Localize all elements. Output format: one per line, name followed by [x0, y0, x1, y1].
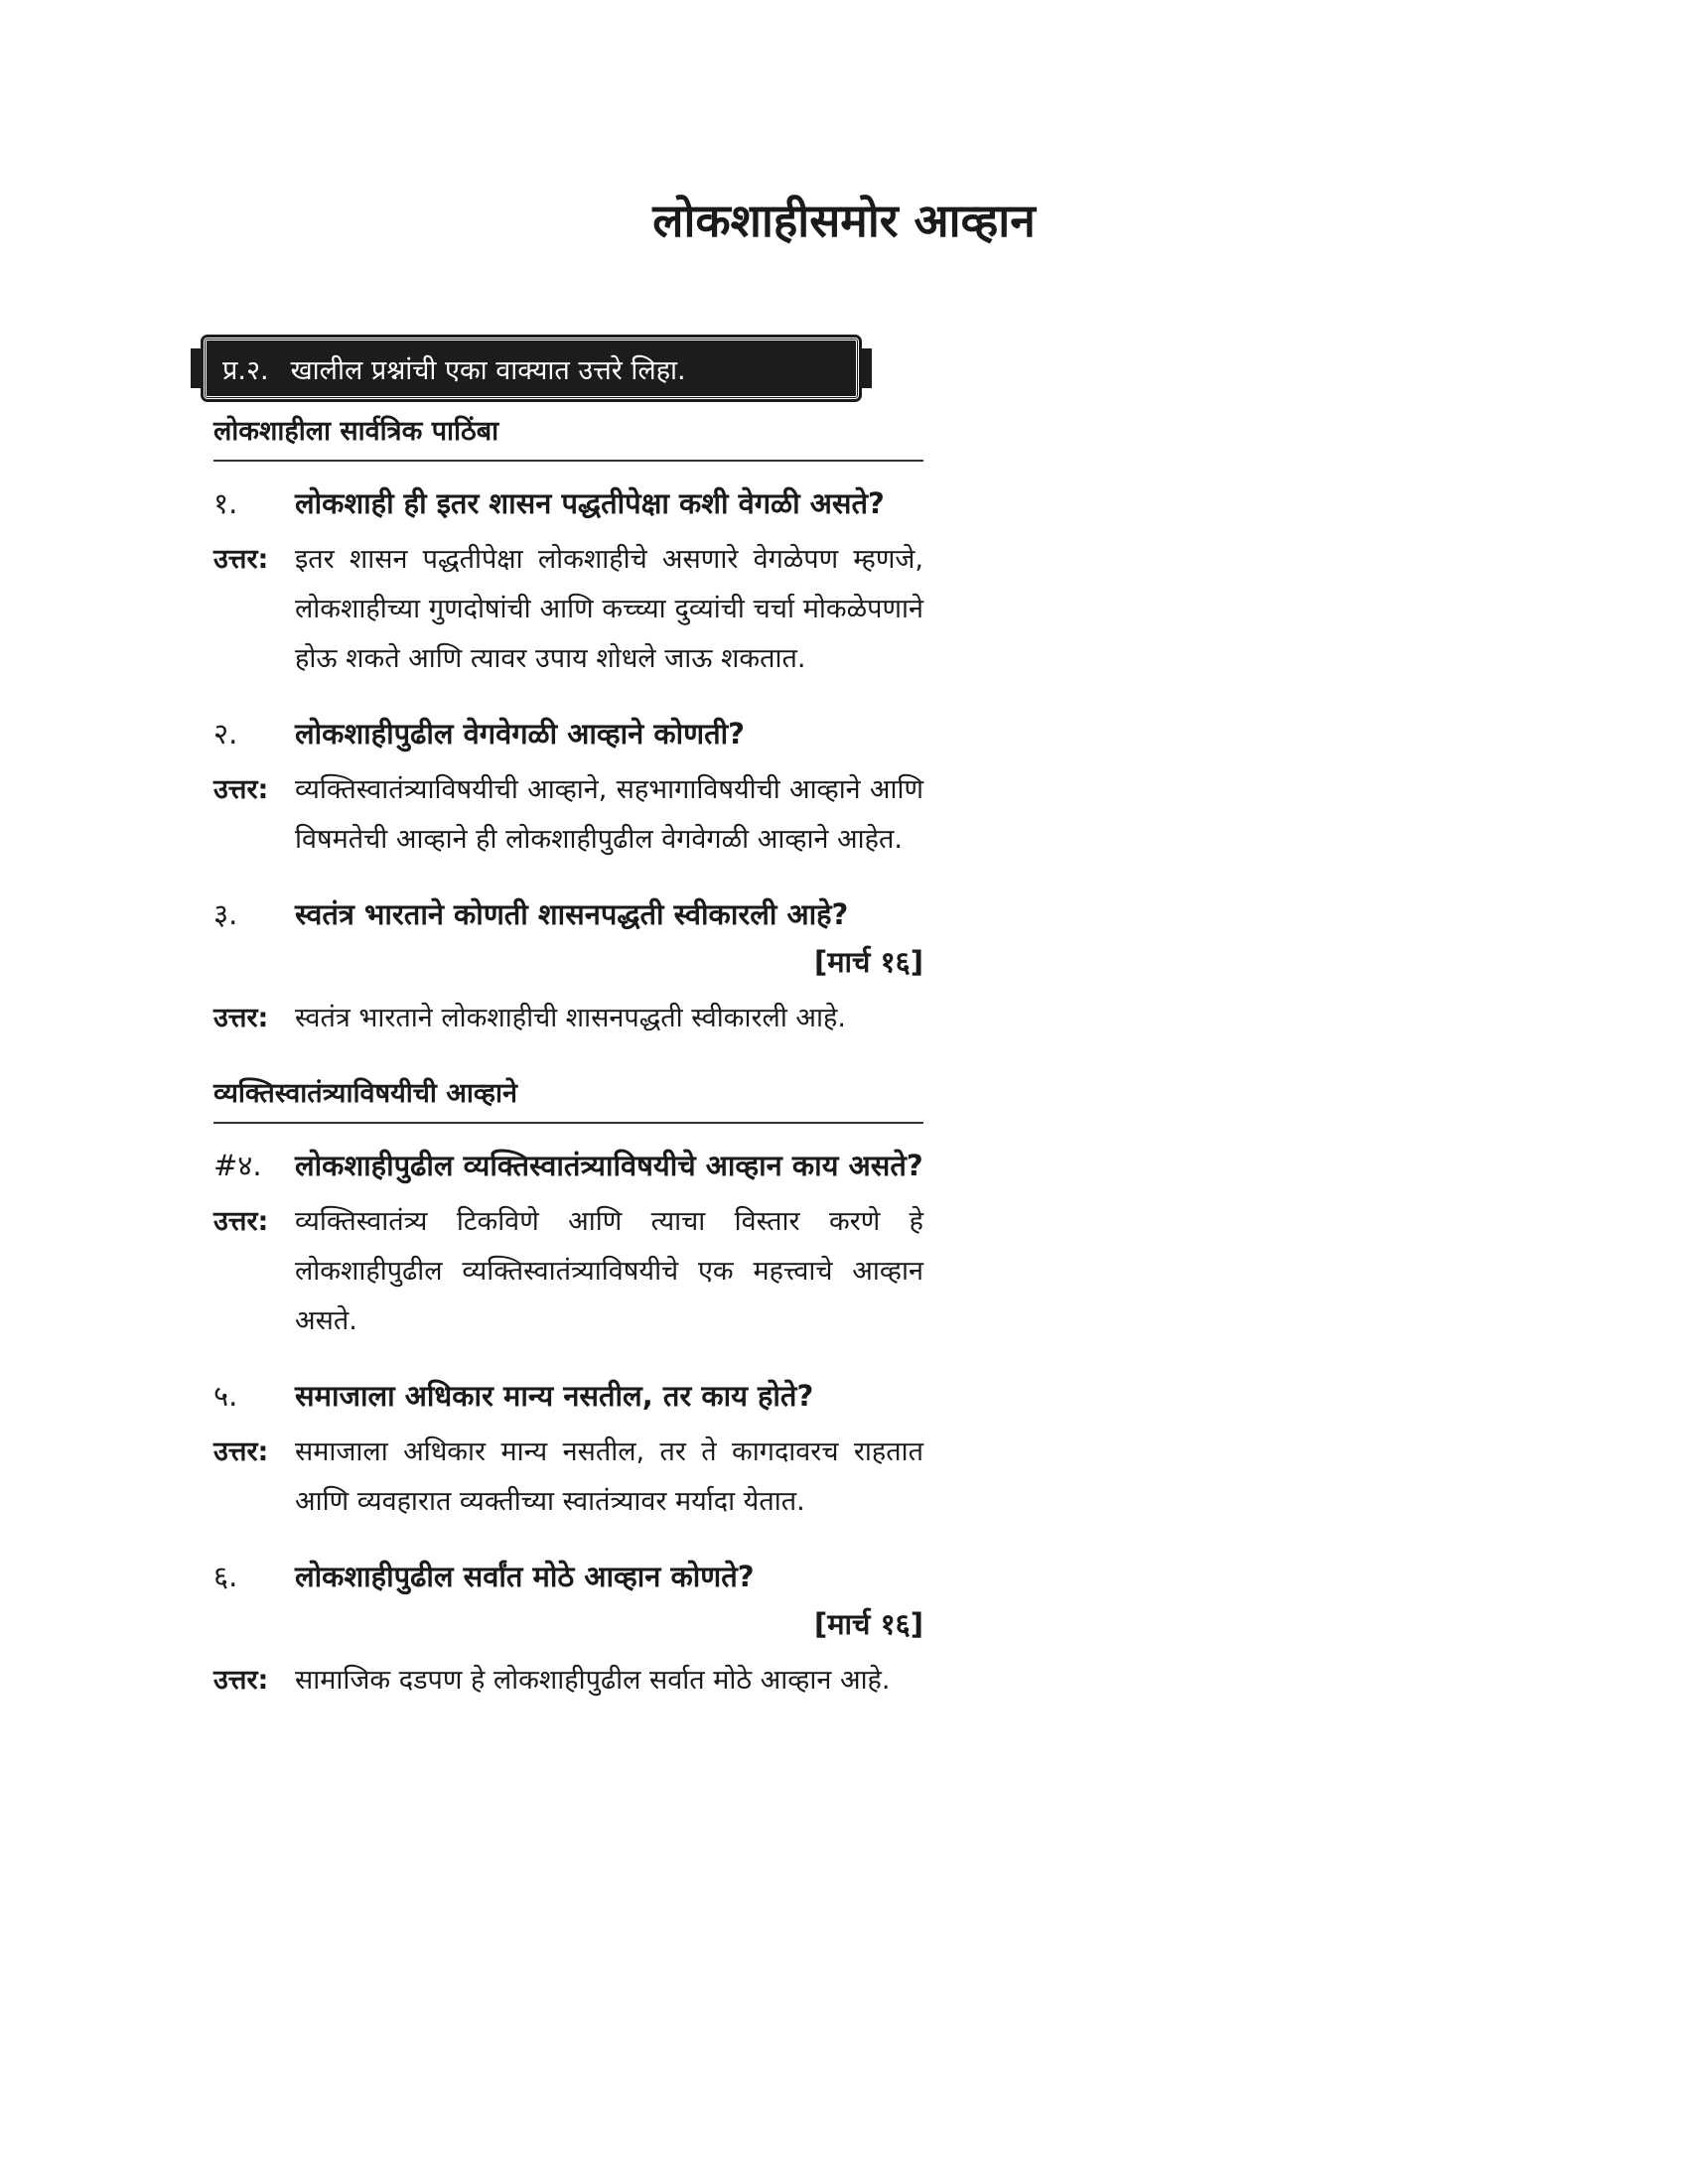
page-title: लोकशाहीसमोर आव्हान: [652, 194, 1036, 247]
question-number: ६.: [213, 1560, 238, 1593]
answer-label: उत्तर:: [213, 1665, 269, 1696]
qa-item: [213, 1142, 923, 1346]
answer: [213, 1428, 923, 1527]
instruction-banner: [204, 338, 859, 399]
question-text: लोकशाहीपुढील व्यक्तिस्वातंत्र्याविषयीचे आव्हान काय असते?: [295, 1149, 923, 1182]
section-heading: लोकशाहीला सार्वत्रिक पाठिंबा: [213, 407, 923, 462]
qa-item: [213, 710, 923, 865]
question-number: १.: [213, 486, 238, 520]
answer: [213, 1197, 923, 1346]
question-number: ५.: [213, 1379, 238, 1413]
answer: [213, 765, 923, 865]
answer: [213, 994, 923, 1043]
question-body: लोकशाहीपुढील सर्वांत मोठे आव्हान कोणते?: [295, 1560, 755, 1593]
exam-reference: [मार्च १६]: [813, 945, 923, 979]
qa-content: [213, 407, 923, 1731]
instruction-number: प्र.२.: [222, 354, 269, 386]
question: [213, 1142, 923, 1189]
section-heading: व्यक्तिस्वातंत्र्याविषयीची आव्हाने: [213, 1069, 923, 1124]
qa-item: [213, 1372, 923, 1527]
qa-item: [213, 890, 923, 1043]
answer-label: उत्तर:: [213, 1436, 269, 1467]
question-body: स्वतंत्र भारताने कोणती शासनपद्धती स्वीकारली आहे?: [295, 897, 849, 931]
answer-label: उत्तर:: [213, 1206, 269, 1237]
qa-item: [213, 479, 923, 684]
answer-label: उत्तर:: [213, 774, 269, 805]
question: [213, 710, 923, 757]
question: [213, 890, 923, 986]
instruction-text: खालील प्रश्नांची एका वाक्यात उत्तरे लिहा.: [290, 354, 686, 386]
exam-reference: [मार्च १६]: [813, 1607, 923, 1641]
question: [213, 1553, 923, 1648]
answer-text: इतर शासन पद्धतीपेक्षा लोकशाहीचे असणारे वेगळेपण म्हणजे, लोकशाहीच्या गुणदोषांची आणि कच्च्या दुव्यांची चर्चा मोकळेपणाने होऊ शकते आणि त्यावर उपाय शोधले जाऊ शकतात.: [295, 544, 923, 674]
answer-label: उत्तर:: [213, 1003, 269, 1033]
answer-text: समाजाला अधिकार मान्य नसतील, तर ते कागदावरच राहतात आणि व्यवहारात व्यक्तीच्या स्वातंत्र्यावर मर्यादा येतात.: [295, 1436, 923, 1517]
section-universal-support: [213, 407, 923, 1043]
question-text: [295, 890, 923, 986]
qa-item: [213, 1553, 923, 1706]
question-number: #४.: [213, 1149, 262, 1182]
section-individual-liberty: [213, 1069, 923, 1706]
answer: [213, 535, 923, 684]
answer-text: सामाजिक दडपण हे लोकशाहीपुढील सर्वात मोठे आव्हान आहे.: [295, 1665, 891, 1696]
answer-text: स्वतंत्र भारताने लोकशाहीची शासनपद्धती स्वीकारली आहे.: [295, 1003, 846, 1033]
question: [213, 479, 923, 527]
question-text: लोकशाही ही इतर शासन पद्धतीपेक्षा कशी वेगळी असते?: [295, 486, 885, 520]
answer-text: व्यक्तिस्वातंत्र्य टिकविणे आणि त्याचा विस्तार करणे हे लोकशाहीपुढील व्यक्तिस्वातंत्र्याविषयीचे एक महत्त्वाचे आव्हान असते.: [295, 1206, 923, 1336]
answer-label: उत्तर:: [213, 544, 269, 575]
question-text: लोकशाहीपुढील वेगवेगळी आव्हाने कोणती?: [295, 717, 745, 751]
answer: [213, 1656, 923, 1706]
question: [213, 1372, 923, 1420]
question-text: [295, 1553, 923, 1648]
question-number: ३.: [213, 897, 238, 931]
answer-text: व्यक्तिस्वातंत्र्याविषयीची आव्हाने, सहभागाविषयीची आव्हाने आणि विषमतेची आव्हाने ही लोकशाहीपुढील वेगवेगळी आव्हाने आहेत.: [295, 774, 923, 855]
question-number: २.: [213, 717, 238, 751]
question-text: समाजाला अधिकार मान्य नसतील, तर काय होते?: [295, 1379, 814, 1413]
